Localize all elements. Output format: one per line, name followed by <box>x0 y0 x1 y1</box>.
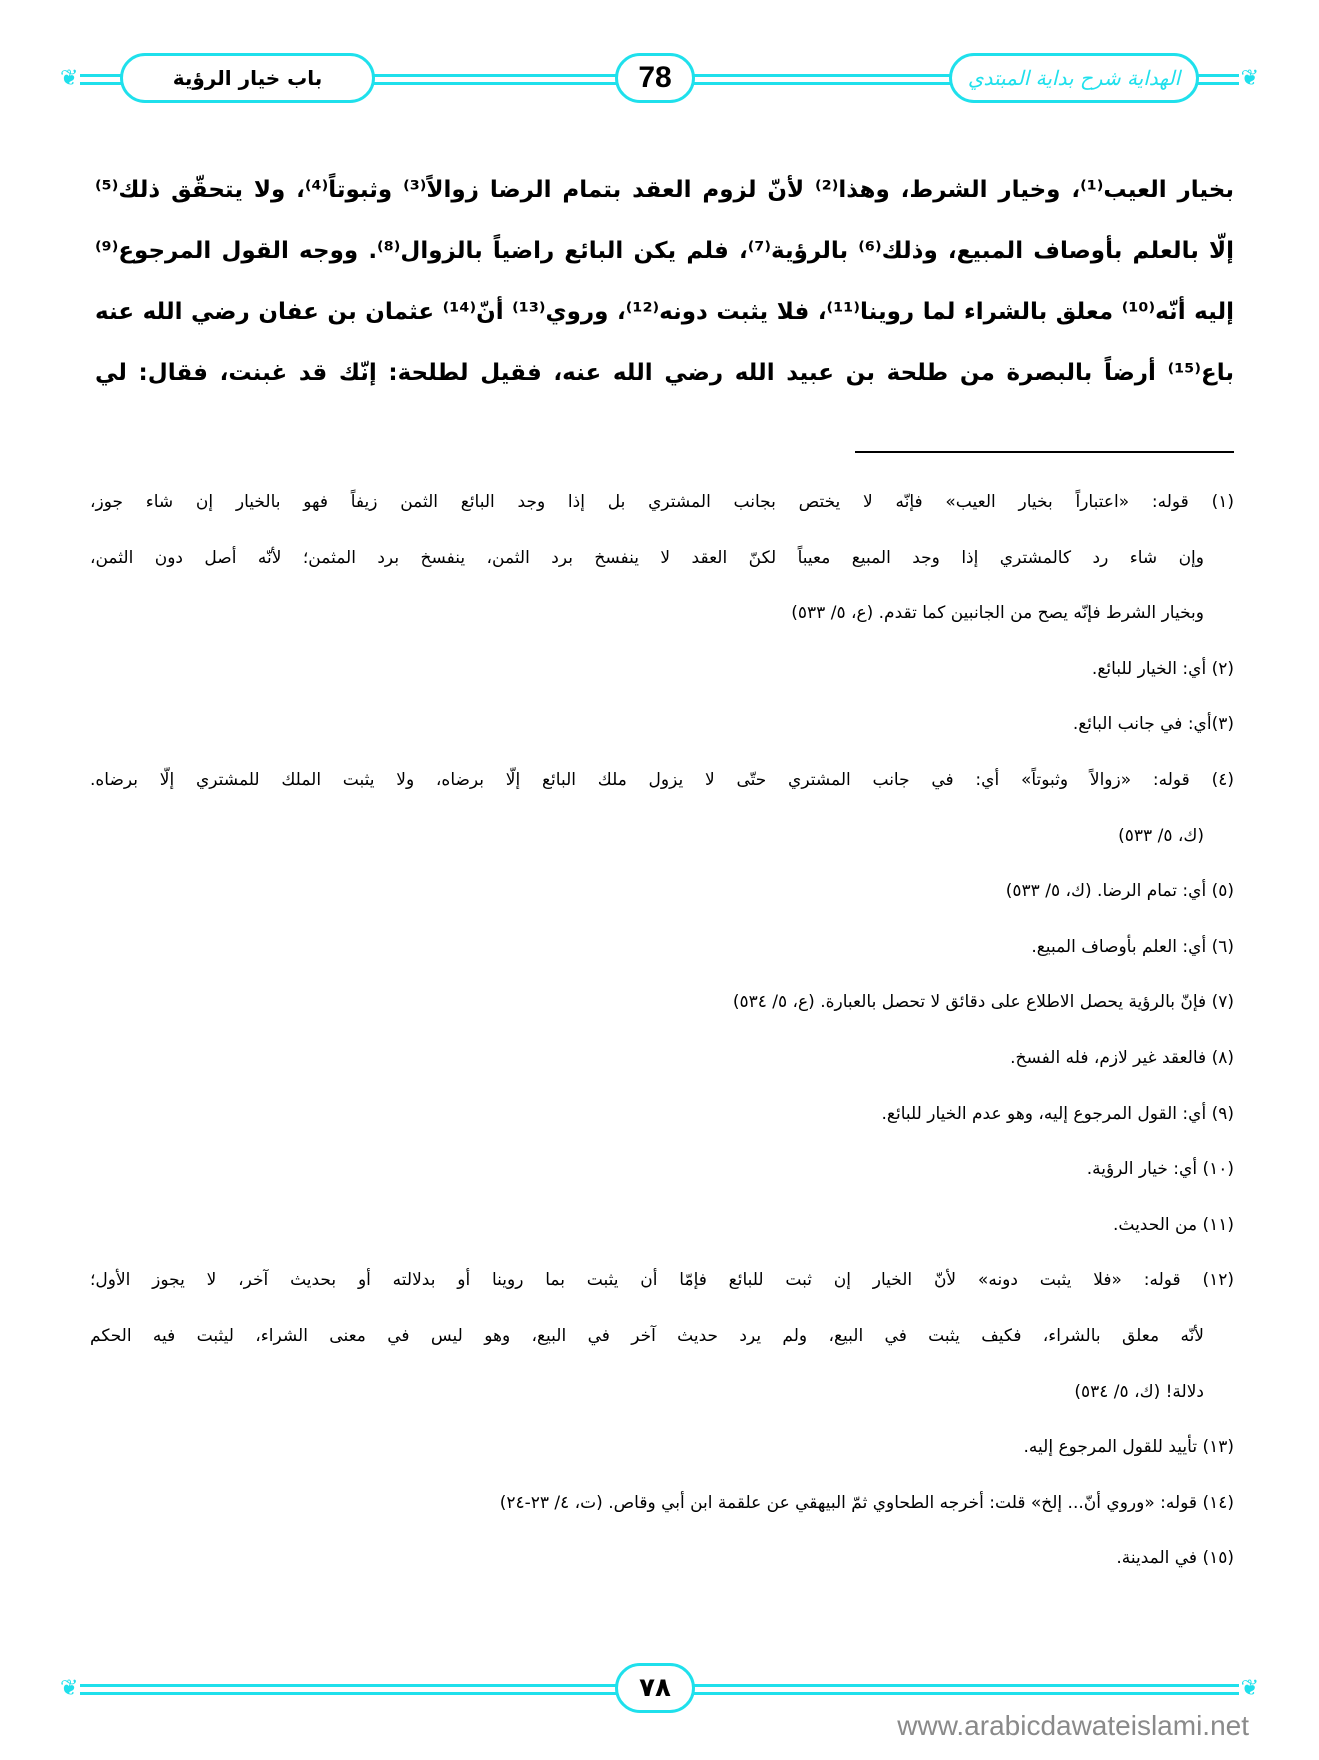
footnote-line: (٤) قوله: «زوالاً وثبوتاً» أي: في جانب المشتري حتّى لا يزول ملك البائع إلّا برضاه، ولا يثبت الملك للمشتري إلّا برضاه. <box>90 769 1234 790</box>
footnote-line: (١٢) قوله: «فلا يثبت دونه» لأنّ الخيار إن ثبت للبائع فإمّا أن يثبت بما روينا أو بدلالته أو بحديث آخر، لا يجوز الأول؛ <box>90 1270 1234 1291</box>
footnote-line: وبخيار الشرط فإنّه يصح من الجانبين كما تقدم. (ع، ٥/ ٥٣٣) <box>791 603 1204 624</box>
footnote-line: (١٠) أي: خيار الرؤية. <box>1086 1159 1234 1180</box>
footnote-separator <box>855 451 1234 453</box>
chapter-title-box <box>120 53 375 103</box>
main-text <box>95 160 1234 404</box>
footnote-line: (١٥) في المدينة. <box>1116 1548 1234 1569</box>
main-text-line: إلّا بالعلم بأوصاف المبيع، وذلك⁽⁶⁾ بالرؤية⁽⁷⁾، فلم يكن البائع راضياً بالزوال⁽⁸⁾. ووجه القول المرجوع⁽⁹⁾ <box>95 238 1234 264</box>
footnote-line: دلالة! (ك، ٥/ ٥٣٤) <box>1074 1381 1204 1402</box>
footnote-line: (٥) أي: تمام الرضا. (ك، ٥/ ٥٣٣) <box>1005 881 1234 902</box>
footnote-line: (٦) أي: العلم بأوصاف المبيع. <box>1031 936 1234 957</box>
book-title-logo: الهداية شرح بداية المبتدي <box>967 66 1181 90</box>
main-text-line: إليه أنّه⁽¹⁰⁾ معلق بالشراء لما روينا⁽¹¹⁾، فلا يثبت دونه⁽¹²⁾، وروي⁽¹³⁾ أنّ⁽¹⁴⁾ عثمان بن عفان رضي الله عنه <box>95 299 1234 325</box>
footnote-line: (١٤) قوله: «وروي أنّ... إلخ» قلت: أخرجه الطحاوي ثمّ البيهقي عن علقمة ابن أبي وقاص. (ت، ٤/ ٢٣-٢٤) <box>499 1492 1234 1513</box>
ornament-icon: ❦ <box>1240 66 1259 91</box>
footer-page-number: ٧٨ <box>639 1673 671 1703</box>
footnote-line: (١) قوله: «اعتباراً بخيار العيب» فإنّه لا يختص بجانب المشتري بل إذا وجد البائع الثمن زيفاً فهو بالخيار إن شاء جوز، <box>90 492 1234 512</box>
footnote-line: (٣)أي: في جانب البائع. <box>1072 714 1234 735</box>
website-url[interactable]: www.arabicdawateislami.net <box>897 1710 1249 1741</box>
footnote-line: (٩) أي: القول المرجوع إليه، وهو عدم الخيار للبائع. <box>881 1103 1234 1124</box>
main-text-line: بخيار العيب⁽¹⁾، وخيار الشرط، وهذا⁽²⁾ لأنّ لزوم العقد بتمام الرضا زوالاً⁽³⁾ وثبوتاً⁽⁴⁾، ولا يتحقّق ذلك⁽⁵⁾ <box>95 177 1235 203</box>
footnote-line: (ك، ٥/ ٥٣٣) <box>1118 825 1204 846</box>
book-title-box <box>949 53 1199 103</box>
footer-page-number-box <box>615 1663 695 1713</box>
footnotes <box>90 475 1234 1587</box>
footnote-line: لأنّه معلق بالشراء، فكيف يثبت في البيع، ولم يرد حديث آخر في البيع، وهو ليس في معنى الشراء، ليثبت فيه الحكم <box>90 1325 1204 1346</box>
footnote-line: (١١) من الحديث. <box>1112 1214 1234 1235</box>
ornament-icon: ❦ <box>60 1676 79 1701</box>
footnote-line: وإن شاء رد كالمشتري إذا وجد المبيع معيباً لكنّ العقد لا ينفسخ برد الثمن، ينفسخ برد المثمن؛ لأنّه أصل دون الثمن، <box>90 547 1204 568</box>
page-number-box <box>615 53 695 103</box>
footnote-line: (٢) أي: الخيار للبائع. <box>1091 658 1234 679</box>
page-header <box>60 50 1259 110</box>
ornament-icon: ❦ <box>1240 1676 1259 1701</box>
footnote-line: (٧) فإنّ بالرؤية يحصل الاطلاع على دقائق لا تحصل بالعبارة. (ع، ٥/ ٥٣٤) <box>732 992 1234 1013</box>
chapter-title: باب خيار الرؤية <box>172 66 323 90</box>
page-number: 78 <box>638 61 672 94</box>
ornament-icon: ❦ <box>60 66 79 91</box>
footnote-line: (٨) فالعقد غير لازم، فله الفسخ. <box>1010 1047 1234 1068</box>
footnote-line: (١٣) تأييد للقول المرجوع إليه. <box>1023 1437 1234 1458</box>
main-text-line: باع⁽¹⁵⁾ أرضاً بالبصرة من طلحة بن عبيد الله رضي الله عنه، فقيل لطلحة: إنّك قد غبنت، فقال: لي <box>95 360 1234 386</box>
